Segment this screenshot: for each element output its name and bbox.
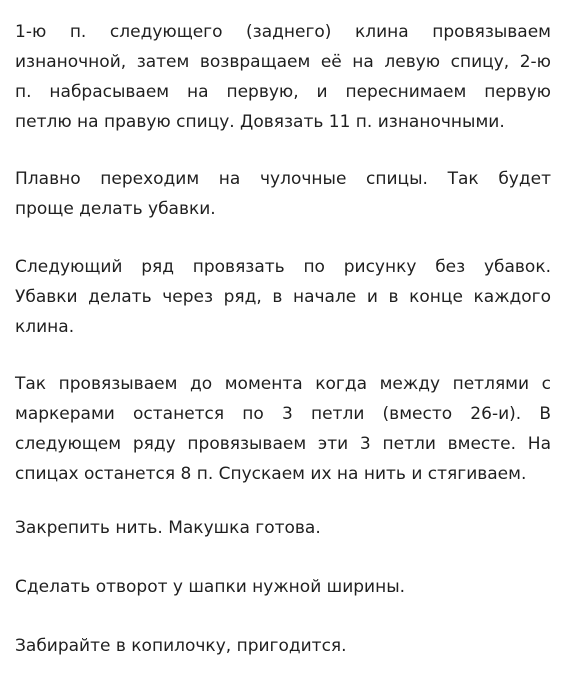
text-line: маркерами останется по 3 петли (вместо 26-и). В: [15, 404, 551, 424]
paragraph-next-row: [15, 252, 551, 342]
text-line: клина.: [15, 317, 75, 337]
paragraph-cuff: [15, 572, 551, 602]
text-line: Закрепить нить. Макушка готова.: [15, 518, 321, 538]
text-line: 1-ю п. следующего (заднего) клина провязываем: [15, 22, 551, 42]
text-line: Убавки делать через ряд, в начале и в конце каждого: [15, 287, 551, 307]
text-line: спицах останется 8 п. Спускаем их на нить и стягиваем.: [15, 464, 527, 484]
text-line: Забирайте в копилочку, пригодится.: [15, 636, 347, 656]
text-line: Так провязываем до момента когда между петлями с: [15, 374, 551, 394]
text-line: изнаночной, затем возвращаем её на левую спицу, 2-ю: [15, 52, 551, 72]
paragraph-switch-needles: [15, 164, 551, 224]
paragraph-secure-thread: [15, 513, 551, 543]
text-line: следующем ряду провязываем эти 3 петли вместе. На: [15, 434, 551, 454]
text-line: п. набрасываем на первую, и переснимаем первую: [15, 82, 551, 102]
paragraph-markers: [15, 369, 551, 489]
paragraph-closing: [15, 631, 551, 661]
text-line: Плавно переходим на чулочные спицы. Так будет: [15, 169, 551, 189]
text-line: проще делать убавки.: [15, 199, 216, 219]
text-line: Следующий ряд провязать по рисунку без убавок.: [15, 257, 551, 277]
text-line: Сделать отворот у шапки нужной ширины.: [15, 577, 406, 597]
paragraph-decrease-back-wedge: [15, 17, 551, 137]
text-line: петлю на правую спицу. Довязать 11 п. изнаночными.: [15, 112, 505, 132]
